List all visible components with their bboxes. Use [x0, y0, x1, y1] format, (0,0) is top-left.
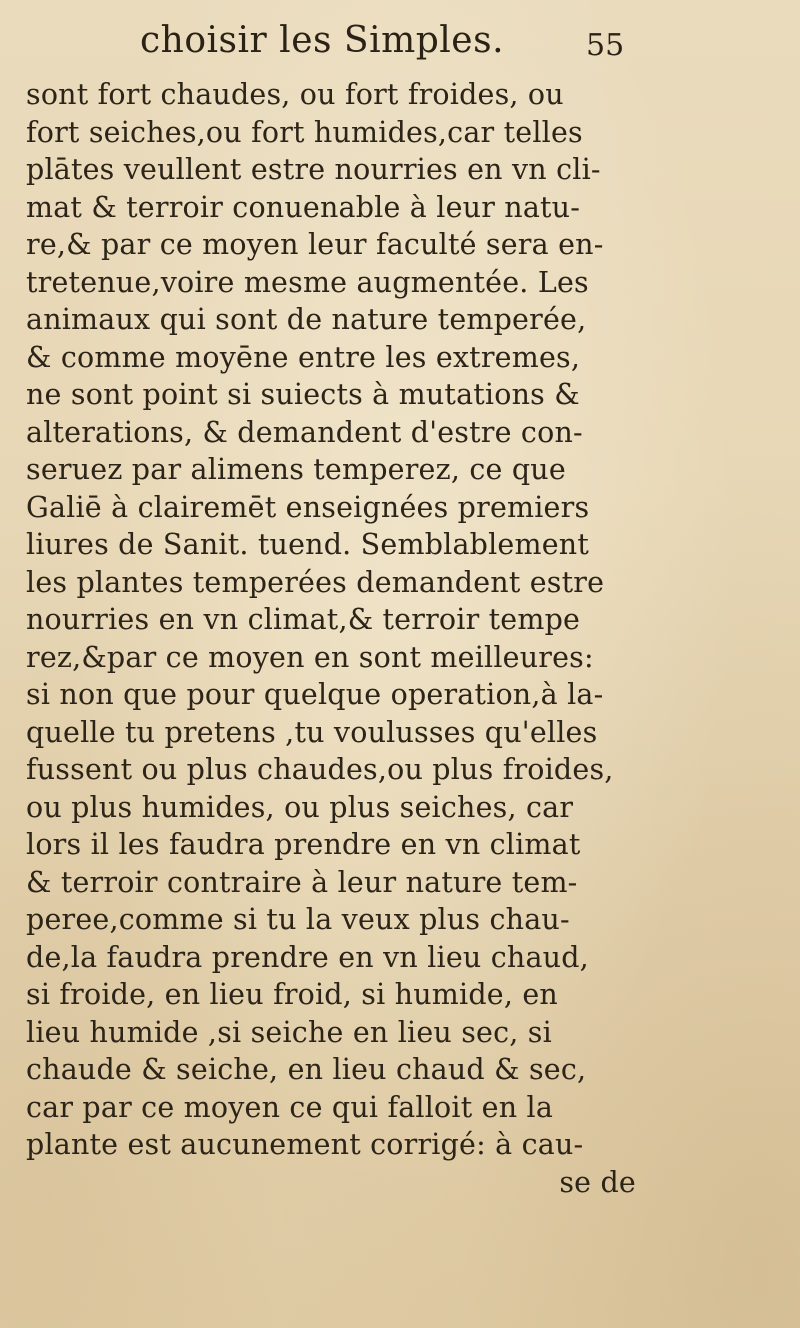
running-head: choisir les Simples. — [140, 20, 505, 61]
text-line: nourries en vn climat,& terroir tempe — [26, 603, 581, 636]
text-line: fort seiches,ou fort humides,car telles — [26, 115, 583, 149]
text-line: les plantes temperées demandent estre — [26, 565, 605, 599]
text-line: plātes veullent estre nourries en vn cli- — [26, 153, 601, 186]
text-line: & comme moyēne entre les extremes, — [26, 340, 581, 374]
text-line: liures de Sanit. tuend. Semblablement — [26, 528, 589, 561]
text-line: si froide, en lieu froid, si humide, en — [26, 978, 558, 1011]
text-line: ou plus humides, ou plus seiches, car — [26, 790, 574, 824]
text-line: fussent ou plus chaudes,ou plus froides, — [26, 753, 614, 786]
catchword: se de — [559, 1165, 636, 1199]
page-header — [0, 14, 800, 70]
text-line: car par ce moyen ce qui falloit en la — [26, 1090, 554, 1124]
text-line: peree,comme si tu la veux plus chau- — [26, 903, 570, 936]
page-number: 55 — [586, 28, 625, 63]
text-line: tretenue,voire mesme augmentée. Les — [26, 265, 589, 299]
text-line: & terroir contraire à leur nature tem- — [26, 865, 578, 899]
text-line: re,& par ce moyen leur faculté sera en- — [26, 228, 604, 261]
text-line: animaux qui sont de nature temperée, — [26, 303, 587, 336]
text-line: lieu humide ,si seiche en lieu sec, si — [26, 1015, 552, 1049]
text-line: chaude & seiche, en lieu chaud & sec, — [26, 1053, 587, 1086]
text-line: mat & terroir conuenable à leur natu- — [26, 190, 581, 224]
text-line: Galiē à clairemēt enseignées premiers — [26, 490, 590, 524]
text-line: rez,&par ce moyen en sont meilleures: — [26, 640, 594, 674]
text-line: seruez par alimens temperez, ce que — [26, 453, 566, 486]
text-line: lors il les faudra prendre en vn climat — [26, 828, 581, 861]
text-line: de,la faudra prendre en vn lieu chaud, — [26, 940, 589, 974]
text-line: ne sont point si suiects à mutations & — [26, 378, 580, 411]
text-line: sont fort chaudes, ou fort froides, ou — [26, 78, 564, 111]
text-line: quelle tu pretens ,tu voulusses qu'elles — [26, 715, 598, 749]
text-line: si non que pour quelque operation,à la- — [26, 678, 604, 711]
text-line: alterations, & demandent d'estre con- — [26, 415, 583, 449]
body-text — [26, 76, 746, 1201]
text-line: plante est aucunement corrigé: à cau- — [26, 1128, 584, 1161]
